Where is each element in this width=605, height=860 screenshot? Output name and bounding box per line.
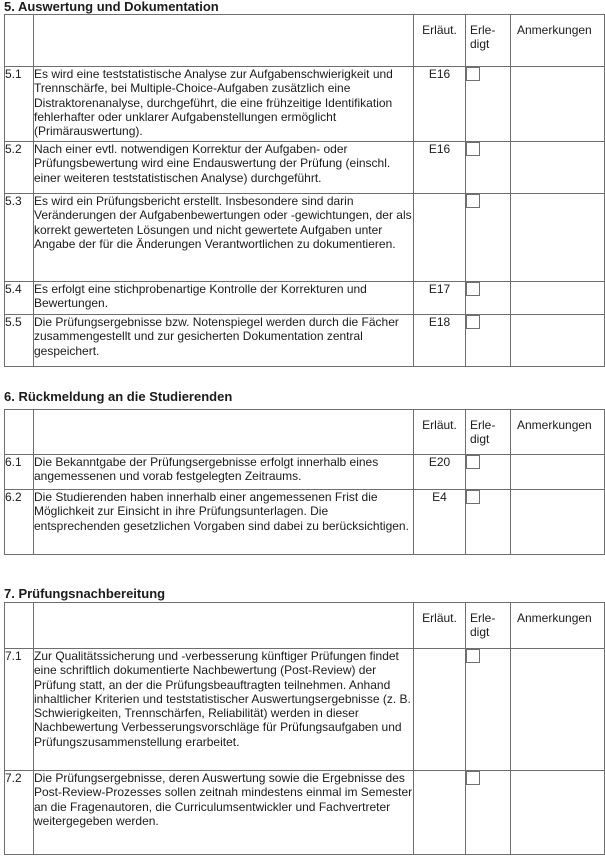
document-page xyxy=(0,1,604,855)
header-erledigt: Erle-digt xyxy=(466,15,511,67)
row-anmerkungen-cell xyxy=(511,771,605,855)
table-row-7-1 xyxy=(5,649,605,771)
row-anmerkungen-cell xyxy=(511,142,605,194)
header-text-cell xyxy=(34,410,414,455)
row-number: 5.4 xyxy=(5,282,34,315)
header-num-cell xyxy=(5,603,34,649)
header-erlaut: Erläut. xyxy=(414,410,466,455)
erledigt-checkbox[interactable] xyxy=(466,649,480,663)
erledigt-checkbox[interactable] xyxy=(466,194,480,208)
table-header-row xyxy=(5,603,605,649)
row-number: 6.2 xyxy=(5,490,34,555)
row-text: Die Studierenden haben innerhalb einer angemessenen Frist die Möglichkeit zur Einsicht in ihre Prüfungsunterlagen. Die entsprechenden gesetzlichen Vorgaben sind dabei zu berücksichtigen. xyxy=(34,490,414,555)
section-title-5: 5. Auswertung und Dokumentation xyxy=(4,0,219,14)
row-erledigt-cell xyxy=(466,282,511,315)
header-text-cell xyxy=(34,15,414,67)
row-erlaut xyxy=(414,649,466,771)
row-erledigt-cell xyxy=(466,315,511,367)
row-erledigt-cell xyxy=(466,771,511,855)
table-row-5-1 xyxy=(5,67,605,142)
table-row-5-2 xyxy=(5,142,605,194)
row-text: Die Bekanntgabe der Prüfungsergebnisse erfolgt innerhalb eines angemessenen und vorab festgelegten Zeitraums. xyxy=(34,455,414,490)
row-erlaut: E18 xyxy=(414,315,466,367)
header-num-cell xyxy=(5,410,34,455)
row-anmerkungen-cell xyxy=(511,282,605,315)
row-text: Es erfolgt eine stichprobenartige Kontrolle der Korrekturen und Bewertungen. xyxy=(34,282,414,315)
table-row-6-1 xyxy=(5,455,605,490)
row-anmerkungen-cell xyxy=(511,649,605,771)
row-number: 5.1 xyxy=(5,67,34,142)
row-number: 5.3 xyxy=(5,194,34,282)
table-header-row xyxy=(5,410,605,455)
table-row-5-3 xyxy=(5,194,605,282)
table-row-5-5 xyxy=(5,315,605,367)
erledigt-checkbox[interactable] xyxy=(466,455,480,469)
row-erledigt-cell xyxy=(466,649,511,771)
erledigt-checkbox[interactable] xyxy=(466,67,480,81)
row-anmerkungen-cell xyxy=(511,315,605,367)
checklist-table-5 xyxy=(4,14,605,367)
header-erledigt: Erle-digt xyxy=(466,603,511,649)
row-erlaut: E20 xyxy=(414,455,466,490)
row-text: Nach einer evtl. notwendigen Korrektur der Aufgaben- oder Prüfungsbewertung wird eine Endauswertung der Prüfung (einschl. einer weiteren teststatistischen Analyse) durchgeführt. xyxy=(34,142,414,194)
header-num-cell xyxy=(5,15,34,67)
header-anmerkungen: Anmerkungen xyxy=(511,603,605,649)
erledigt-checkbox[interactable] xyxy=(466,771,480,785)
row-erledigt-cell xyxy=(466,490,511,555)
row-erlaut: E16 xyxy=(414,142,466,194)
header-anmerkungen: Anmerkungen xyxy=(511,410,605,455)
row-text: Es wird eine teststatistische Analyse zur Aufgabenschwierigkeit und Trennschärfe, bei Multiple-Choice-Aufgaben zusätzlich eine Distraktorenanalyse, durchgeführt, die eine frühzeitige Identifikation fehlerhafter oder unklarer Aufgabenstellungen ermöglicht (Primärauswertung). xyxy=(34,67,414,142)
row-number: 7.2 xyxy=(5,771,34,855)
row-erledigt-cell xyxy=(466,194,511,282)
table-row-5-4 xyxy=(5,282,605,315)
row-erlaut: E17 xyxy=(414,282,466,315)
table-row-6-2 xyxy=(5,490,605,555)
erledigt-checkbox[interactable] xyxy=(466,315,480,329)
row-number: 5.2 xyxy=(5,142,34,194)
header-erledigt: Erle-digt xyxy=(466,410,511,455)
row-anmerkungen-cell xyxy=(511,490,605,555)
erledigt-checkbox[interactable] xyxy=(466,282,480,296)
table-row-7-2 xyxy=(5,771,605,855)
row-erledigt-cell xyxy=(466,142,511,194)
row-erlaut: E4 xyxy=(414,490,466,555)
table-header-row xyxy=(5,15,605,67)
row-erlaut xyxy=(414,194,466,282)
checklist-table-7 xyxy=(4,602,605,855)
row-erlaut: E16 xyxy=(414,67,466,142)
row-number: 6.1 xyxy=(5,455,34,490)
row-anmerkungen-cell xyxy=(511,67,605,142)
erledigt-checkbox[interactable] xyxy=(466,142,480,156)
checklist-table-6 xyxy=(4,409,605,555)
row-text: Zur Qualitätssicherung und -verbesserung künftiger Prüfungen findet eine schriftlich dokumentierte Nachbewertung (Post-Review) der Prüfung statt, an der die Prüfungsbeauftragten teilnehmen. Anhand inhaltlicher Kriterien und teststatistischer Auswertungsergebnisse (z. B. Schwierigkeiten, Trennschärfen, Reliabilität) werden in dieser Nachbewertung Verbesserungsvorschläge für Prüfungsaufgaben und Prüfungszusammenstellung erarbeitet. xyxy=(34,649,414,771)
row-erledigt-cell xyxy=(466,67,511,142)
section-title-7: 7. Prüfungsnachbereitung xyxy=(4,586,166,601)
row-text: Es wird ein Prüfungsbericht erstellt. Insbesondere sind darin Veränderungen der Aufgabenbewertungen oder -gewichtungen, der als korrekt gewerteten Lösungen und nicht gewertete Aufgaben unter Angabe der für die Änderungen Verantwortlichen zu dokumentieren. xyxy=(34,194,414,282)
header-anmerkungen: Anmerkungen xyxy=(511,15,605,67)
header-text-cell xyxy=(34,603,414,649)
section-title-6: 6. Rückmeldung an die Studierenden xyxy=(4,389,233,404)
header-erlaut: Erläut. xyxy=(414,15,466,67)
header-erlaut: Erläut. xyxy=(414,603,466,649)
erledigt-checkbox[interactable] xyxy=(466,490,480,504)
row-anmerkungen-cell xyxy=(511,455,605,490)
row-number: 5.5 xyxy=(5,315,34,367)
row-erlaut xyxy=(414,771,466,855)
row-text: Die Prüfungsergebnisse bzw. Notenspiegel werden durch die Fächer zusammengestellt und zur gesicherten Dokumentation zentral gespeichert. xyxy=(34,315,414,367)
row-anmerkungen-cell xyxy=(511,194,605,282)
row-number: 7.1 xyxy=(5,649,34,771)
row-text: Die Prüfungsergebnisse, deren Auswertung sowie die Ergebnisse des Post-Review-Prozesses sollen zeitnah mindestens einmal im Semester an die Fragenautoren, die Curriculumsentwickler und Fachvertreter weitergegeben werden. xyxy=(34,771,414,855)
row-erledigt-cell xyxy=(466,455,511,490)
